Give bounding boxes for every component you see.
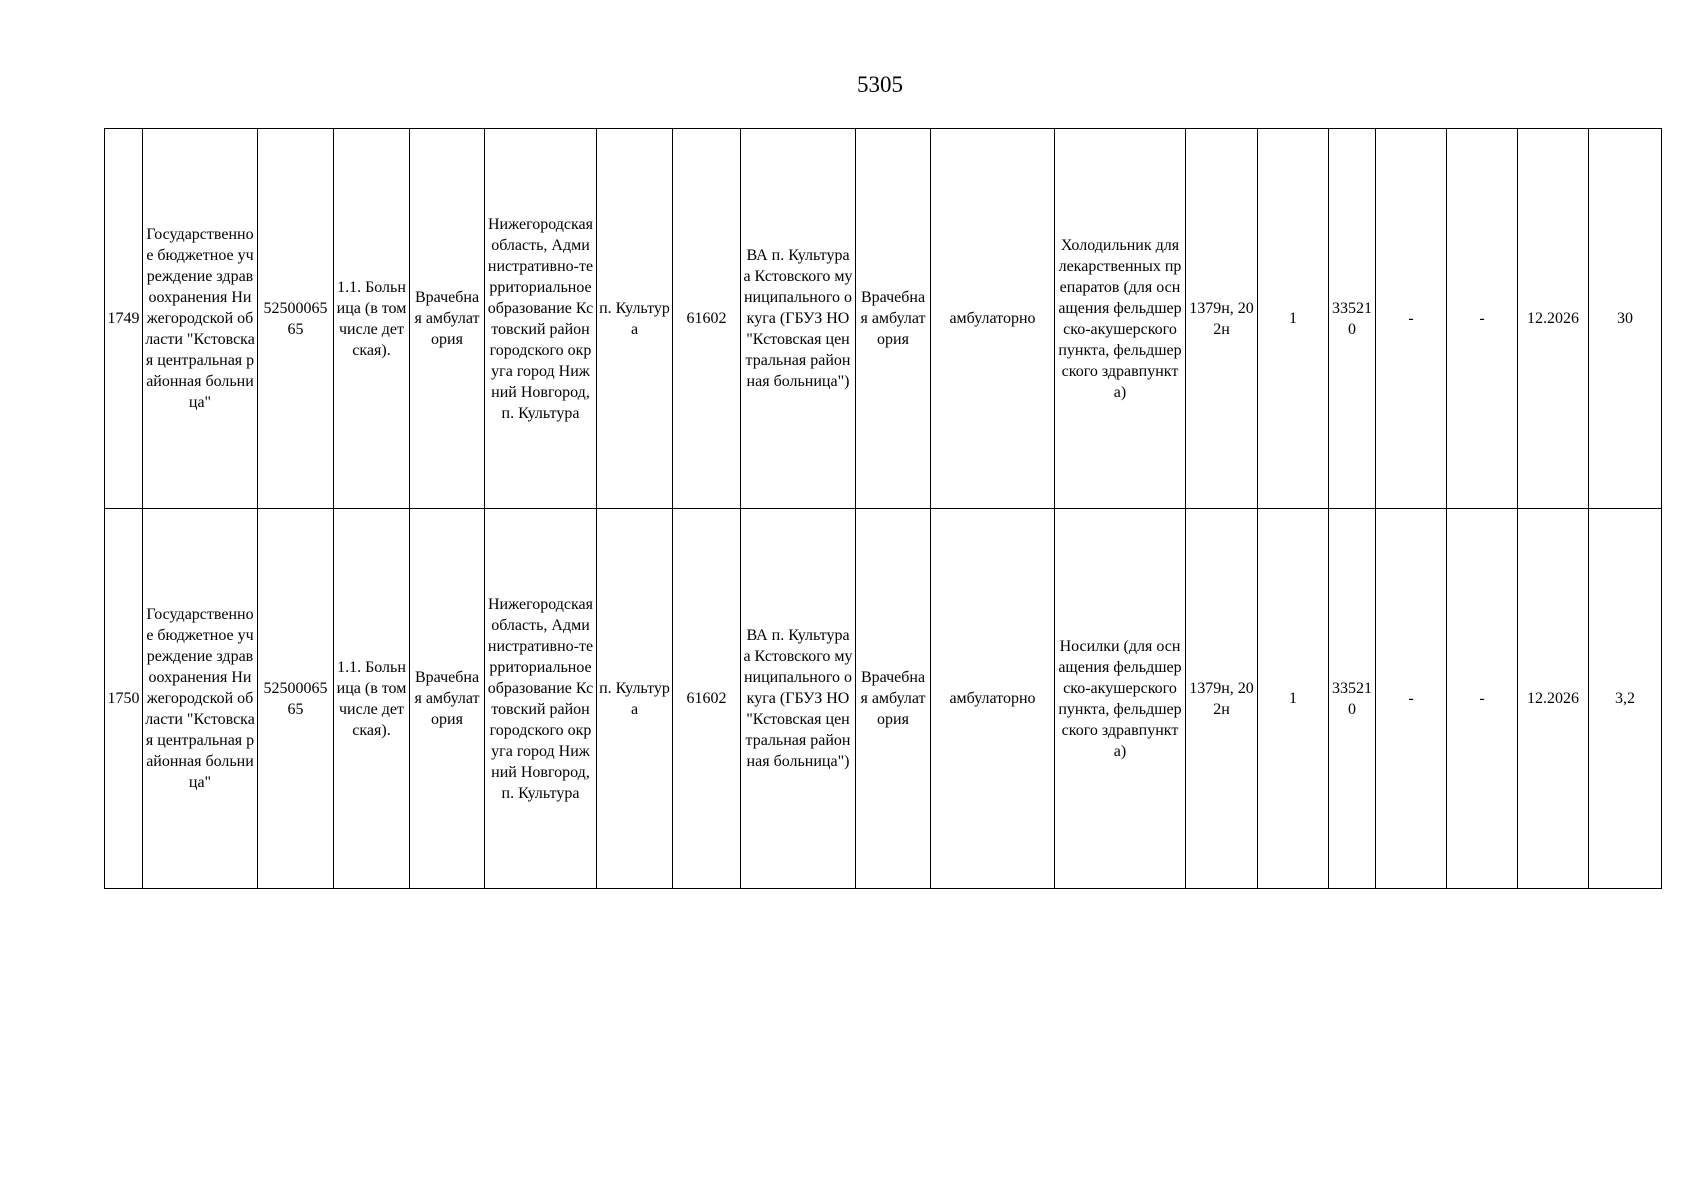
quantity-cell: 1 (1258, 509, 1329, 889)
code-cell: 61602 (673, 129, 741, 509)
equipment-cell: Холодильник для лекарственных препаратов (для оснащения фельдшерско-акушерского пункта, фельдшерского здравпункта) (1055, 129, 1186, 509)
equipment-cell: Носилки (для оснащения фельдшерско-акушерского пункта, фельдшерского здравпункта) (1055, 509, 1186, 889)
facility-cell: ВА п. Культураа Кстовского муниципального окуга (ГБУЗ НО "Кстовская центральная районная больница") (741, 129, 856, 509)
unit2-cell: Врачебная амбулатория (856, 509, 931, 889)
inn-cell: 5250006565 (258, 129, 334, 509)
dash-cell-2: - (1447, 509, 1518, 889)
type-cell: 1.1. Больница (в том числе детская). (334, 129, 410, 509)
organization-cell: Государственное бюджетное учреждение здравоохранения Нижегородской области "Кстовская центральная районная больница" (143, 509, 258, 889)
dash-cell-1: - (1376, 129, 1447, 509)
amount-cell: 3,2 (1589, 509, 1662, 889)
inn-cell: 5250006565 (258, 509, 334, 889)
mode-cell: амбулаторно (931, 509, 1055, 889)
address-cell: Нижегородская область, Административно-территориальное образование Кстовский район городского округа город Нижний Новгород, п. Культура (485, 129, 597, 509)
dash-cell-2: - (1447, 129, 1518, 509)
row-number: 1749 (105, 129, 143, 509)
table-row (105, 509, 1662, 889)
unit-cell: Врачебная амбулатория (410, 509, 485, 889)
order-cell: 1379н, 202н (1186, 509, 1258, 889)
table-row (105, 129, 1662, 509)
dash-cell-1: - (1376, 509, 1447, 889)
code-cell: 61602 (673, 509, 741, 889)
unit-cell: Врачебная амбулатория (410, 129, 485, 509)
row-number: 1750 (105, 509, 143, 889)
amount-cell: 30 (1589, 129, 1662, 509)
type-cell: 1.1. Больница (в том числе детская). (334, 509, 410, 889)
settlement-cell: п. Культура (597, 509, 673, 889)
mode-cell: амбулаторно (931, 129, 1055, 509)
unit2-cell: Врачебная амбулатория (856, 129, 931, 509)
order-cell: 1379н, 202н (1186, 129, 1258, 509)
settlement-cell: п. Культура (597, 129, 673, 509)
facility-cell: ВА п. Культураа Кстовского муниципального окуга (ГБУЗ НО "Кстовская центральная районная больница") (741, 509, 856, 889)
organization-cell: Государственное бюджетное учреждение здравоохранения Нижегородской области "Кстовская центральная районная больница" (143, 129, 258, 509)
page-number: 5305 (857, 72, 903, 97)
address-cell: Нижегородская область, Административно-территориальное образование Кстовский район городского округа город Нижний Новгород, п. Культура (485, 509, 597, 889)
okpd-cell: 335210 (1329, 509, 1376, 889)
date-cell: 12.2026 (1518, 129, 1589, 509)
quantity-cell: 1 (1258, 129, 1329, 509)
okpd-cell: 335210 (1329, 129, 1376, 509)
data-table (104, 128, 1662, 889)
date-cell: 12.2026 (1518, 509, 1589, 889)
